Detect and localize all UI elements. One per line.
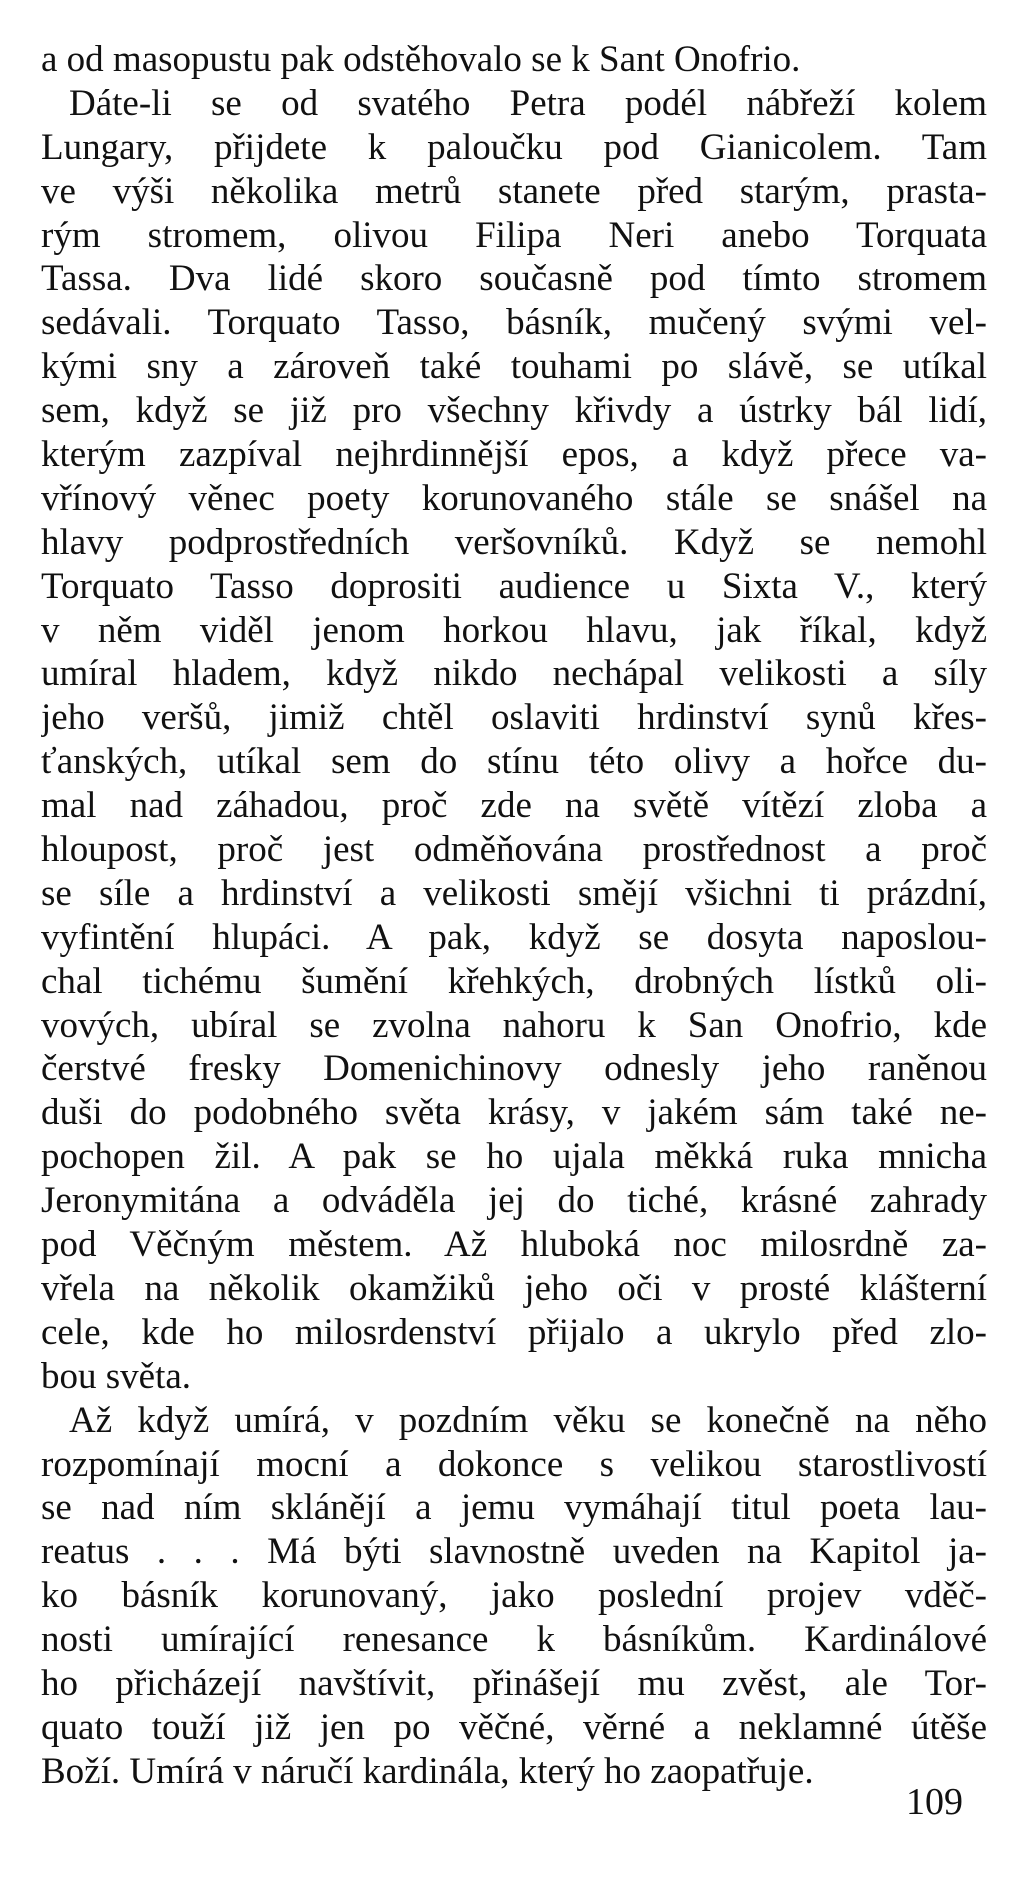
text-line: Lungary, přijdete k paloučku pod Gianicolem. Tam xyxy=(41,126,987,168)
text-line: ho přicházejí navštívit, přinášejí mu zvěst, ale Tor- xyxy=(41,1662,987,1704)
paragraph xyxy=(41,38,987,82)
page-number: 109 xyxy=(906,1781,963,1823)
text-line: vyfintění hlupáci. A pak, když se dosyta naposlou- xyxy=(41,916,987,958)
text-line: Jeronymitána a odváděla jej do tiché, krásné zahrady xyxy=(41,1180,987,1222)
text-line: reatus . . . Má býti slavnostně uveden na Kapitol ja- xyxy=(41,1531,987,1573)
text-line: nosti umírající renesance k básníkům. Kardinálové xyxy=(41,1619,987,1661)
text-line: hlavy podprostředních veršovníků. Když se nemohl xyxy=(41,521,987,563)
text-line: a od masopustu pak odstěhovalo se k Sant Onofrio. xyxy=(41,39,801,80)
text-line: Torquato Tasso doprositi audience u Sixta V., který xyxy=(41,565,987,607)
text-line: sem, když se již pro všechny křivdy a ústrky bál lidí, xyxy=(41,390,987,432)
text-line: Tassa. Dva lidé skoro současně pod tímto stromem xyxy=(41,258,987,300)
text-line: hloupost, proč jest odměňována prostřednost a proč xyxy=(41,829,987,871)
text-line: Dáte-li se od svatého Petra podél nábřeží kolem xyxy=(69,82,987,124)
text-line: se nad ním sklánějí a jemu vymáhají titul poeta lau- xyxy=(41,1487,987,1529)
text-line: pochopen žil. A pak se ho ujala měkká ruka mnicha xyxy=(41,1136,987,1178)
text-line: ko básník korunovaný, jako poslední projev vděč- xyxy=(41,1575,987,1617)
text-line: čerstvé fresky Domenichinovy odnesly jeho raněnou xyxy=(41,1048,987,1090)
text-line: vřela na několik okamžiků jeho oči v prosté klášterní xyxy=(41,1267,987,1309)
text-line: cele, kde ho milosrdenství přijalo a ukrylo před zlo- xyxy=(41,1311,987,1353)
text-line: kterým zazpíval nejhrdinnější epos, a když přece va- xyxy=(41,434,987,476)
text-line: v něm viděl jenom horkou hlavu, jak říkal, když xyxy=(41,609,987,651)
text-line: rozpomínají mocní a dokonce s velikou starostlivostí xyxy=(41,1443,987,1485)
text-line: Až když umírá, v pozdním věku se konečně na něho xyxy=(69,1399,987,1441)
text-line: duši do podobného světa krásy, v jakém sám také ne- xyxy=(41,1092,987,1134)
text-line: pod Věčným městem. Až hluboká noc milosrdně za- xyxy=(41,1224,987,1266)
text-line: sedávali. Torquato Tasso, básník, mučený svými vel- xyxy=(41,302,987,344)
text-line: chal tichému šumění křehkých, drobných lístků oli- xyxy=(41,960,987,1002)
text-line: rým stromem, olivou Filipa Neri anebo Torquata xyxy=(41,214,987,256)
text-line: ťanských, utíkal sem do stínu této olivy a hořce du- xyxy=(41,741,987,783)
text-line: quato touží již jen po věčné, věrné a neklamné útěše xyxy=(41,1706,987,1748)
body-text xyxy=(41,38,987,1794)
text-line: Boží. Umírá v náručí kardinála, který ho zaopatřuje. xyxy=(41,1750,814,1792)
text-line: se síle a hrdinství a velikosti smějí všichni ti prázdní, xyxy=(41,872,987,914)
text-line: ve výši několika metrů stanete před starým, prasta- xyxy=(41,170,987,212)
text-line: kými sny a zároveň také touhami po slávě, se utíkal xyxy=(41,346,987,388)
text-line: jeho veršů, jimiž chtěl oslaviti hrdinství synů křes- xyxy=(41,697,987,739)
text-line: mal nad záhadou, proč zde na světě vítězí zloba a xyxy=(41,785,987,827)
text-line: vřínový věnec poety korunovaného stále se snášel na xyxy=(41,477,987,519)
text-line: vových, ubíral se zvolna nahoru k San Onofrio, kde xyxy=(41,1004,987,1046)
text-line: umíral hladem, když nikdo nechápal velikosti a síly xyxy=(41,653,987,695)
paragraph xyxy=(41,1399,987,1794)
paragraph xyxy=(41,82,987,1399)
text-line: bou světa. xyxy=(41,1355,192,1397)
